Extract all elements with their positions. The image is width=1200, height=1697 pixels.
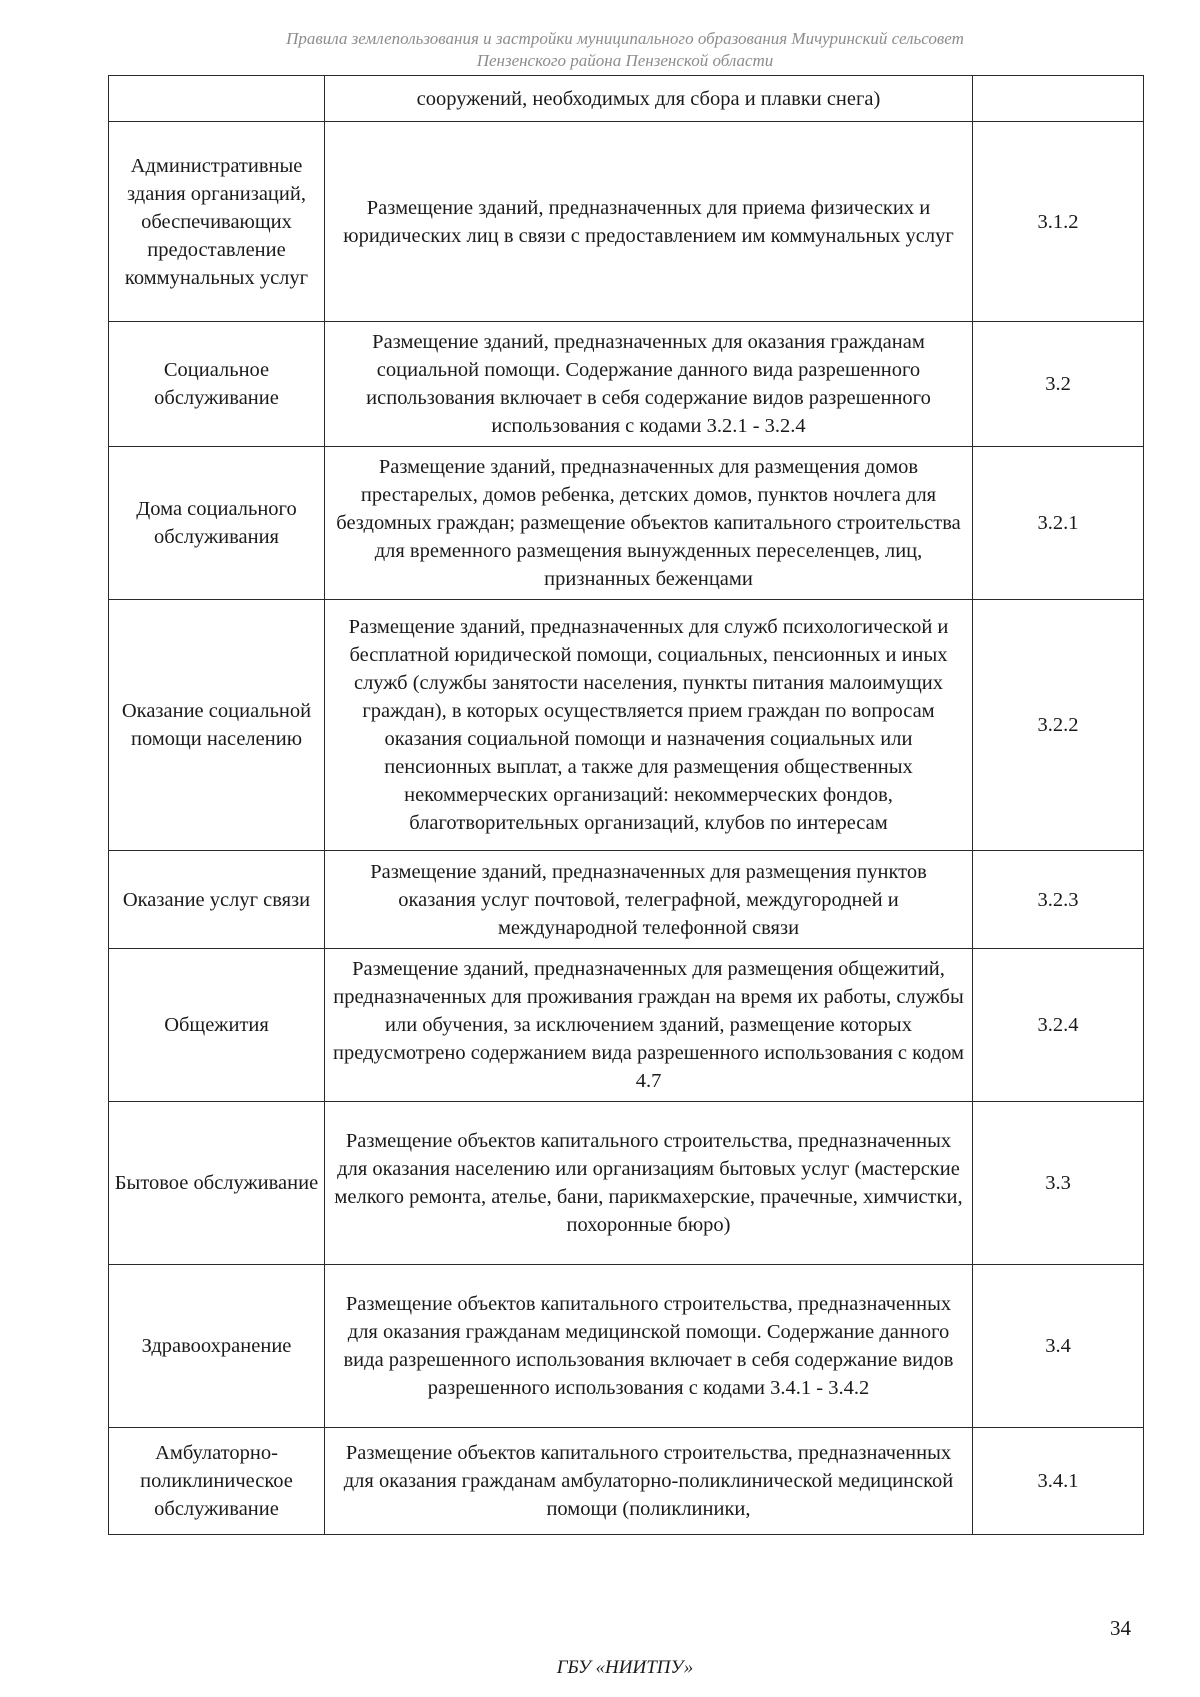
footer-organization: ГБУ «НИИТПУ» bbox=[556, 1657, 694, 1678]
use-name-cell: Здравоохранение bbox=[109, 1265, 325, 1428]
table-row bbox=[109, 600, 1144, 851]
use-description-cell: Размещение зданий, предназначенных для оказания гражданам социальной помощи. Содержание данного вида разрешенного использования включает в себя содержание видов разрешенного использования с кодами 3.2.1 - 3.2.4 bbox=[325, 322, 973, 447]
use-name-cell: Оказание услуг связи bbox=[109, 851, 325, 949]
use-name-cell: Социальное обслуживание bbox=[109, 322, 325, 447]
table-row bbox=[109, 1102, 1144, 1265]
use-description-cell: Размещение зданий, предназначенных для размещения общежитий, предназначенных для проживания граждан на время их работы, службы или обучения, за исключением зданий, размещение которых предусмотрено содержанием вида разрешенного использования с кодом 4.7 bbox=[325, 949, 973, 1102]
use-code-cell bbox=[973, 76, 1144, 122]
use-name-cell: Бытовое обслуживание bbox=[109, 1102, 325, 1265]
use-code-cell: 3.2.4 bbox=[973, 949, 1144, 1102]
running-header-line-1: Правила землепользования и застройки муниципального образования Мичуринский сельсовет bbox=[286, 29, 964, 48]
use-description-cell: Размещение зданий, предназначенных для размещения пунктов оказания услуг почтовой, телеграфной, междугородней и международной телефонной связи bbox=[325, 851, 973, 949]
use-name-cell: Административные здания организаций, обеспечивающих предоставление коммунальных услуг bbox=[109, 122, 325, 322]
use-code-cell: 3.3 bbox=[973, 1102, 1144, 1265]
use-name-cell: Оказание социальной помощи населению bbox=[109, 600, 325, 851]
table-row bbox=[109, 1428, 1144, 1535]
table-row bbox=[109, 1265, 1144, 1428]
use-name-cell: Дома социального обслуживания bbox=[109, 447, 325, 600]
table-row bbox=[109, 122, 1144, 322]
use-description-cell: Размещение зданий, предназначенных для размещения домов престарелых, домов ребенка, детских домов, пунктов ночлега для бездомных граждан; размещение объектов капитального строительства для временного размещения вынужденных переселенцев, лиц, признанных беженцами bbox=[325, 447, 973, 600]
land-use-table bbox=[108, 75, 1144, 1535]
use-description-cell: Размещение объектов капитального строительства, предназначенных для оказания гражданам амбулаторно-поликлинической медицинской помощи (поликлиники, bbox=[325, 1428, 973, 1535]
use-description-cell: Размещение зданий, предназначенных для приема физических и юридических лиц в связи с предоставлением им коммунальных услуг bbox=[325, 122, 973, 322]
use-code-cell: 3.2.2 bbox=[973, 600, 1144, 851]
use-description-cell: Размещение объектов капитального строительства, предназначенных для оказания гражданам медицинской помощи. Содержание данного вида разрешенного использования включает в себя содержание видов разрешенного использования с кодами 3.4.1 - 3.4.2 bbox=[325, 1265, 973, 1428]
use-code-cell: 3.2 bbox=[973, 322, 1144, 447]
running-header bbox=[108, 28, 1142, 72]
use-code-cell: 3.4 bbox=[973, 1265, 1144, 1428]
page-number: 34 bbox=[1110, 1616, 1131, 1640]
table-row bbox=[109, 851, 1144, 949]
use-name-cell: Амбулаторно-поликлиническое обслуживание bbox=[109, 1428, 325, 1535]
use-code-cell: 3.4.1 bbox=[973, 1428, 1144, 1535]
table-row bbox=[109, 447, 1144, 600]
table-row bbox=[109, 949, 1144, 1102]
use-code-cell: 3.2.1 bbox=[973, 447, 1144, 600]
use-description-cell: Размещение объектов капитального строительства, предназначенных для оказания населению или организациям бытовых услуг (мастерские мелкого ремонта, ателье, бани, парикмахерские, прачечные, химчистки, похоронные бюро) bbox=[325, 1102, 973, 1265]
table-row bbox=[109, 76, 1144, 122]
running-header-line-2: Пензенского района Пензенской области bbox=[476, 51, 774, 70]
use-description-cell: сооружений, необходимых для сбора и плавки снега) bbox=[325, 76, 973, 122]
use-code-cell: 3.2.3 bbox=[973, 851, 1144, 949]
use-name-cell: Общежития bbox=[109, 949, 325, 1102]
use-code-cell: 3.1.2 bbox=[973, 122, 1144, 322]
table-row bbox=[109, 322, 1144, 447]
use-name-cell bbox=[109, 76, 325, 122]
use-description-cell: Размещение зданий, предназначенных для служб психологической и бесплатной юридической помощи, социальных, пенсионных и иных служб (службы занятости населения, пункты питания малоимущих граждан), в которых осуществляется прием граждан по вопросам оказания социальной помощи и назначения социальных или пенсионных выплат, а также для размещения общественных некоммерческих организаций: некоммерческих фондов, благотворительных организаций, клубов по интересам bbox=[325, 600, 973, 851]
